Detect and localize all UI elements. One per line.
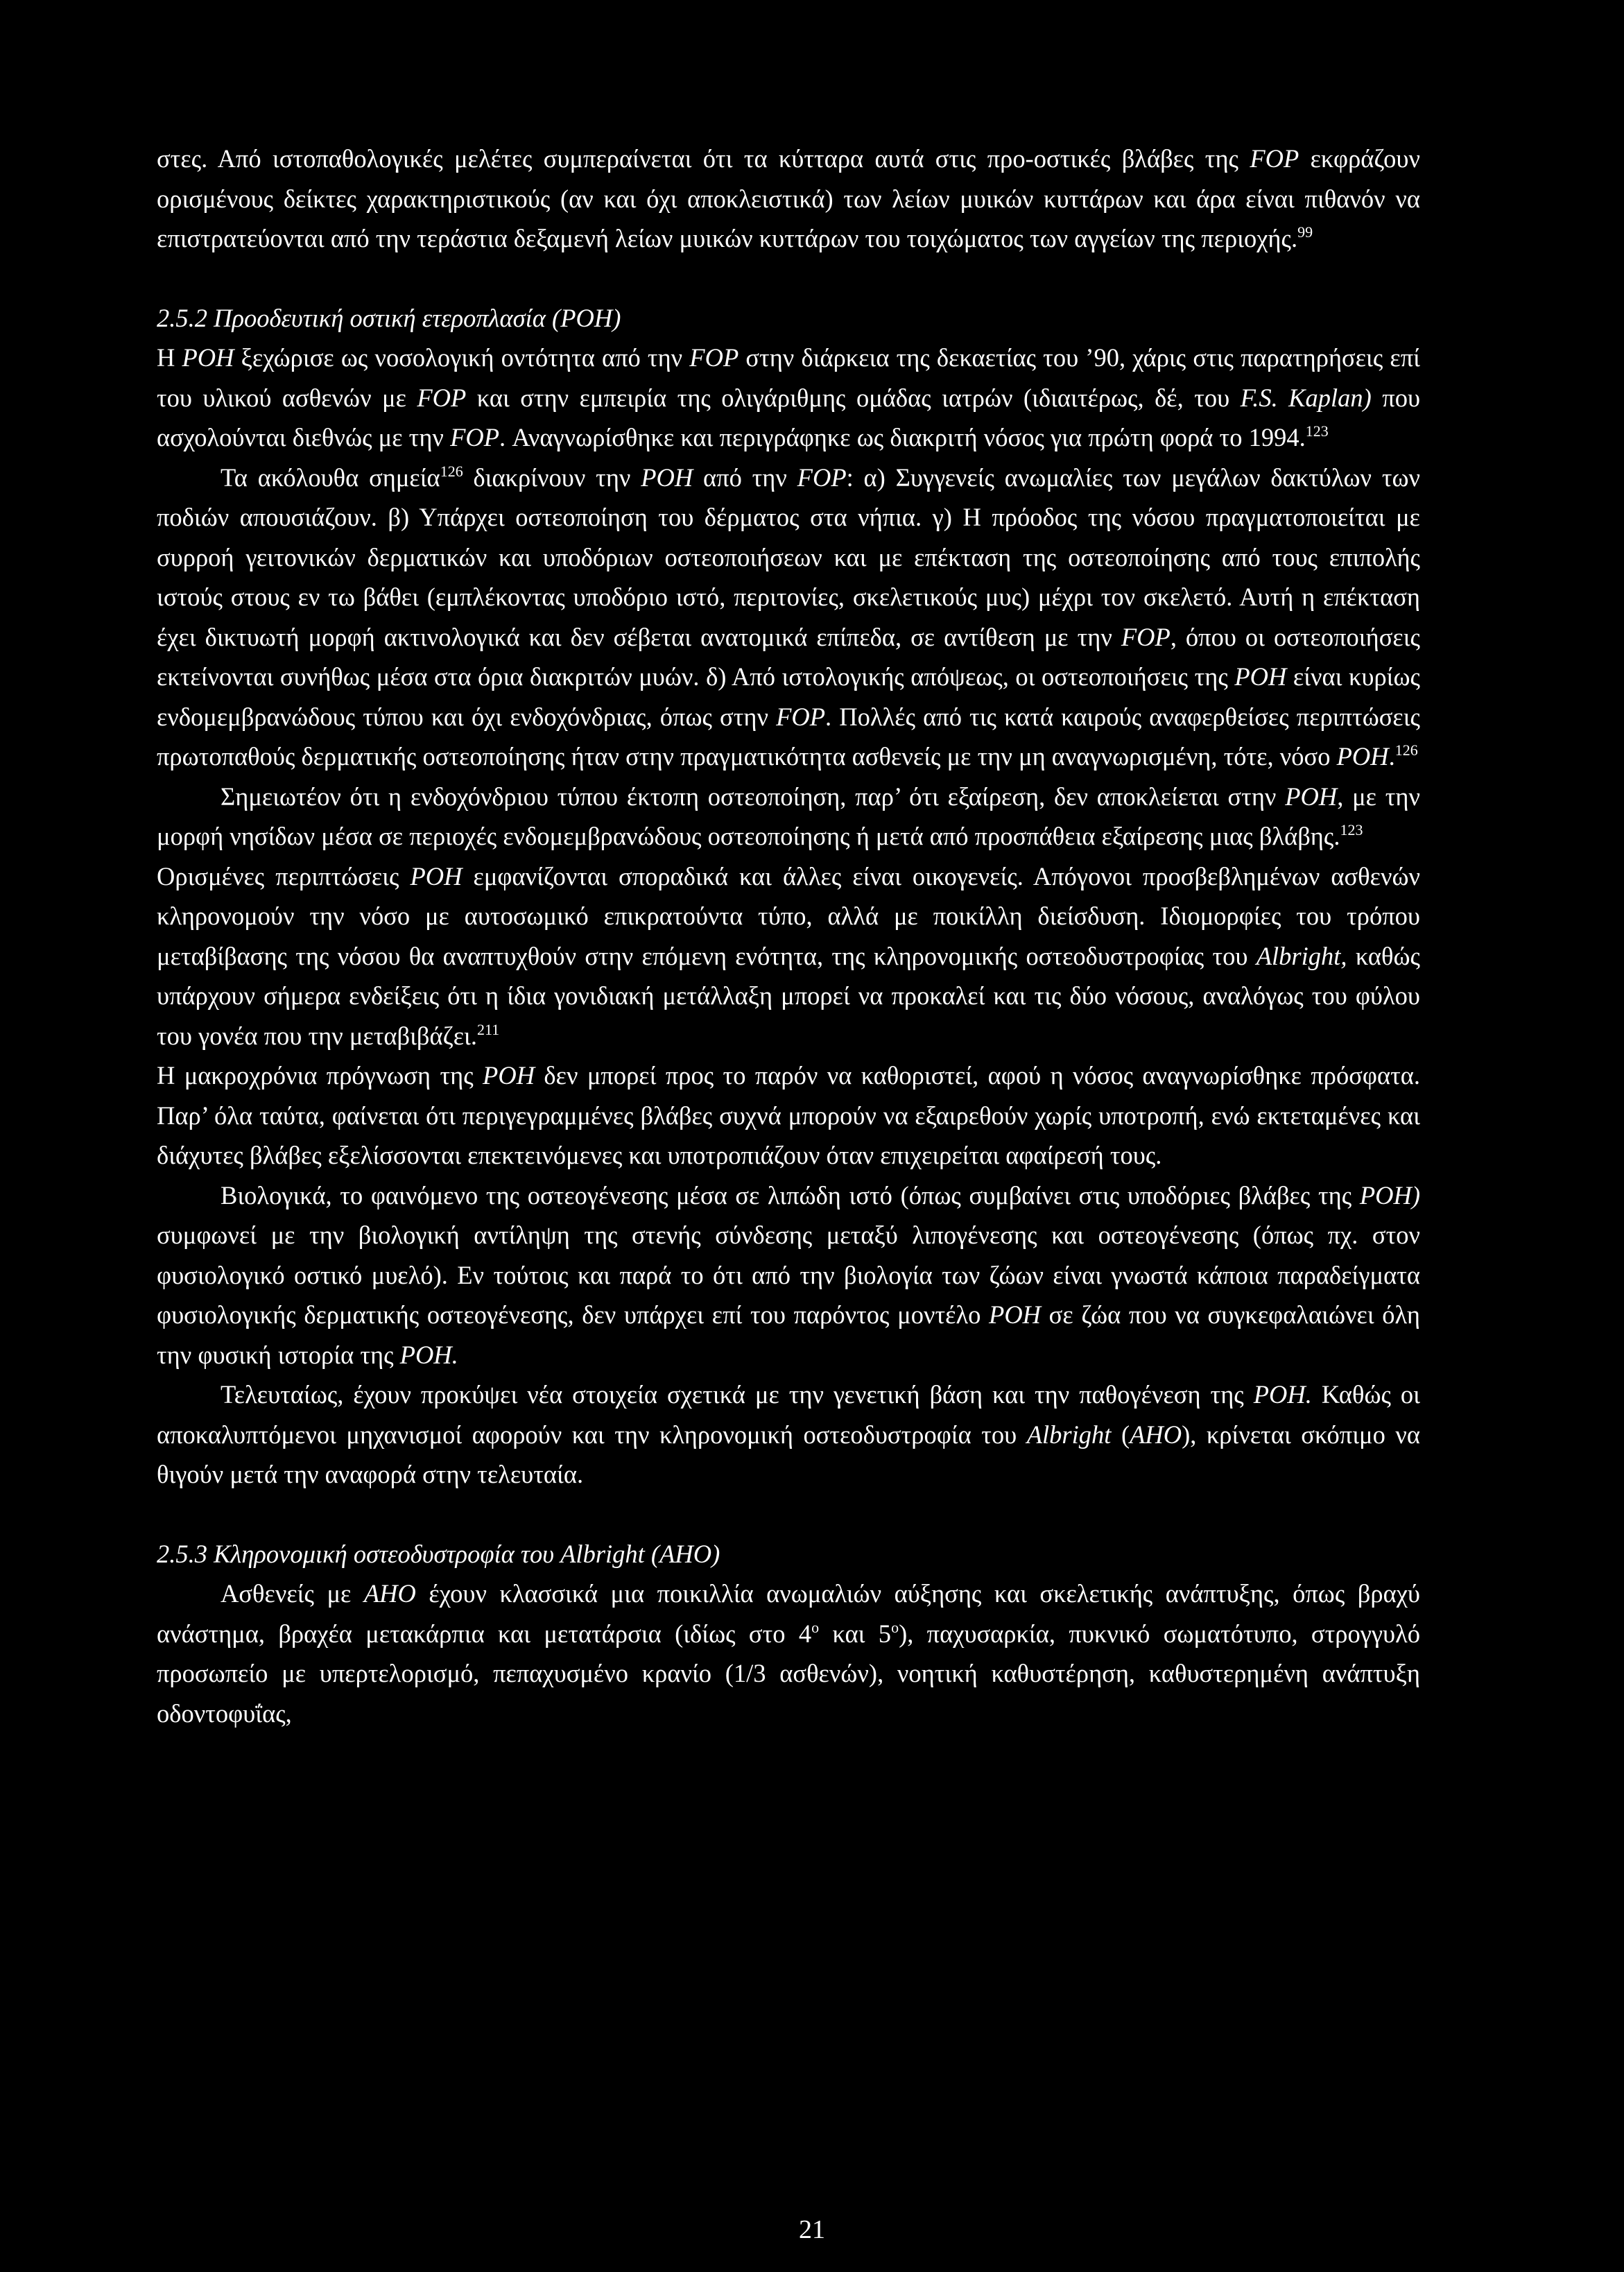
page-content [157, 139, 1420, 1733]
citation: 126 [440, 462, 463, 480]
citation: 123 [1340, 821, 1363, 838]
citation: 211 [477, 1020, 500, 1038]
paragraph-poh-5: Η μακροχρόνια πρόγνωση της POH δεν μπορεί προς το παρόν να καθοριστεί, αφού η νόσος αναγνωρίσθηκε πρόσφατα. Παρ’ όλα ταύτα, φαίνεται ότι περιγεγραμμένες βλάβες συχνά μπορούν να εξαιρεθούν χωρίς υποτροπή, ενώ εκτεταμένες και διάχυτες βλάβες εξελίσσονται επεκτεινόμενες και υποτροπιάζουν όταν επιχειρείται αφαίρεσή τους. [157, 1061, 1420, 1169]
paragraph-poh-6: Βιολογικά, το φαινόμενο της οστεογένεσης μέσα σε λιπώδη ιστό (όπως συμβαίνει στις υποδόριες βλάβες της POH) συμφωνεί με την βιολογική αντίληψη της στενής σύνδεσης μεταξύ λιπογένεσης και οστεογένεσης (όπως πχ. στον φυσιολογικό οστικό μυελό). Εν τούτοις και παρά το ότι από την βιολογία των ζώων είναι γνωστά κάποια παραδείγματα φυσιολογικής δερματικής οστεογένεσης, δεν υπάρχει επί του παρόντος μοντέλο POH σε ζώα που να συγκεφαλαιώνει όλη την φυσική ιστορία της POH. [157, 1180, 1420, 1369]
citation: 123 [1305, 422, 1329, 440]
paragraph-aho-1: Ασθενείς με AHO έχουν κλασσικά μια ποικιλλία ανωμαλιών αύξησης και σκελετικής ανάπτυξης, όπως βραχύ ανάστημα, βραχέα μετακάρπια και μετατάρσια (ιδίως στο $4^o$ και $5^o$), παχυσαρκία, πυκνικό σωματότυπο, στρογγυλό προσωπείο με υπερτελορισμό, πεπαχυσμένο κρανίο (1/3 ασθενών), νοητική καθυστέρηση, καθυστερημένη ανάπτυξη οδοντοφυΐας, [157, 1579, 1421, 1728]
paragraph-intro: στες. Από ιστοπαθολογικές μελέτες συμπεραίνεται ότι τα κύτταρα αυτά στις προ-οστικές βλάβες της FOP εκφράζουν ορισμένους δείκτες χαρακτηριστικούς (αν και όχι αποκλειστικά) των λείων μυικών κυττάρων και άρα είναι πιθανόν να επιστρατεύονται από την τεράστια δεξαμενή λείων μυικών κυττάρων του τοιχώματος των αγγείων της περιοχής.$^{99}$ [157, 144, 1420, 252]
paragraph-poh-3: Σημειωτέον ότι η ενδοχόνδριου τύπου έκτοπη οστεοποίηση, παρ’ ότι εξαίρεση, δεν αποκλείεται στην POH, με την μορφή νησίδων μέσα σε περιοχές ενδομεμβρανώδους οστεοποίησης ή μετά από προσπάθεια εξαίρεσης μιας βλάβης.$^{123}$ [157, 782, 1421, 850]
spacer [157, 1495, 1420, 1534]
paragraph-poh-2: Τα ακόλουθα σημεία$^{126}$ διακρίνουν την POH από την FOP: α) Συγγενείς ανωμαλίες των μεγάλων δακτύλων των ποδιών απουσιάζουν. β) Υπάρχει οστεοποίηση του δέρματος στα νήπια. γ) Η πρόοδος της νόσου πραγματοποιείται με συρροή γειτονικών δερματικών και υποδόριων οστεοποιήσεων και με επέκταση της οστεοποίησης από τους επιπολής ιστούς στους εν τω βάθει (εμπλέκοντας υποδόριο ιστό, περιτονίες, σκελετικούς μυς) μέχρι τον σκελετό. Αυτή η επέκταση έχει δικτυωτή μορφή ακτινολογικά και δεν σέβεται ανατομικά επίπεδα, σε αντίθεση με την FOP, όπου οι οστεοποιήσεις εκτείνονται συνήθως μέσα στα όρια διακριτών μυών. δ) Από ιστολογικής απόψεως, οι οστεοποιήσεις της POH είναι κυρίως ενδομεμβρανώδους τύπου και όχι ενδοχόνδριας, όπως στην FOP. Πολλές από τις κατά καιρούς αναφερθείσες περιπτώσεις πρωτοπαθούς δερματικής οστεοποίησης ήταν στην πραγματικότητα ασθενείς με την μη αναγνωρισμένη, τότε, νόσο POH.$^{126}$ [157, 462, 1421, 771]
section-heading-2-5-2: 2.5.2 Προοδευτική οστική ετεροπλασία (POH) [157, 303, 621, 332]
page-number: 21 [799, 2215, 825, 2244]
citation: 126 [1394, 741, 1418, 759]
paragraph-poh-1: Η POH ξεχώρισε ως νοσολογική οντότητα από την FOP στην διάρκεια της δεκαετίας του ’90, χάρις στις παρατηρήσεις επί του υλικού ασθενών με FOP και στην εμπειρία της ολιγάριθμης ομάδας ιατρών (ιδιαιτέρως, δέ, του F.S. Kaplan) που ασχολούνται διεθνώς με την FOP. Αναγνωρίσθηκε και περιγράφηκε ως διακριτή νόσος για πρώτη φορά το 1994.$^{123}$ [157, 343, 1421, 451]
paragraph-poh-7: Τελευταίως, έχουν προκύψει νέα στοιχεία σχετικά με την γενετική βάση και την παθογένεση της POH. Καθώς οι αποκαλυπτόμενοι μηχανισμοί αφορούν και την κληρονομική οστεοδυστροφία του Albright (AHO), κρίνεται σκόπιμο να θιγούν μετά την αναφορά στην τελευταία. [157, 1380, 1421, 1488]
spacer [157, 259, 1420, 298]
paragraph-poh-4: Ορισμένες περιπτώσεις POH εμφανίζονται σποραδικά και άλλες είναι οικογενείς. Απόγονοι προσβεβλημένων ασθενών κληρονομούν την νόσο με αυτοσωμικό επικρατούντα τύπο, αλλά με ποικίλλη διείσδυση. Ιδιομορφίες του τρόπου μεταβίβασης της νόσου θα αναπτυχθούν στην επόμενη ενότητα, της κληρονομικής οστεοδυστροφίας του Albright, καθώς υπάρχουν σήμερα ενδείξεις ότι η ίδια γονιδιακή μετάλλαξη μπορεί να προκαλεί και τις δύο νόσους, αναλόγως του φύλου του γονέα που την μεταβιβάζει.$^{211}$ [157, 861, 1420, 1050]
citation: 99 [1297, 223, 1313, 241]
section-heading-2-5-3: 2.5.3 Κληρονομική οστεοδυστροφία του Albright (AHO) [157, 1539, 720, 1568]
